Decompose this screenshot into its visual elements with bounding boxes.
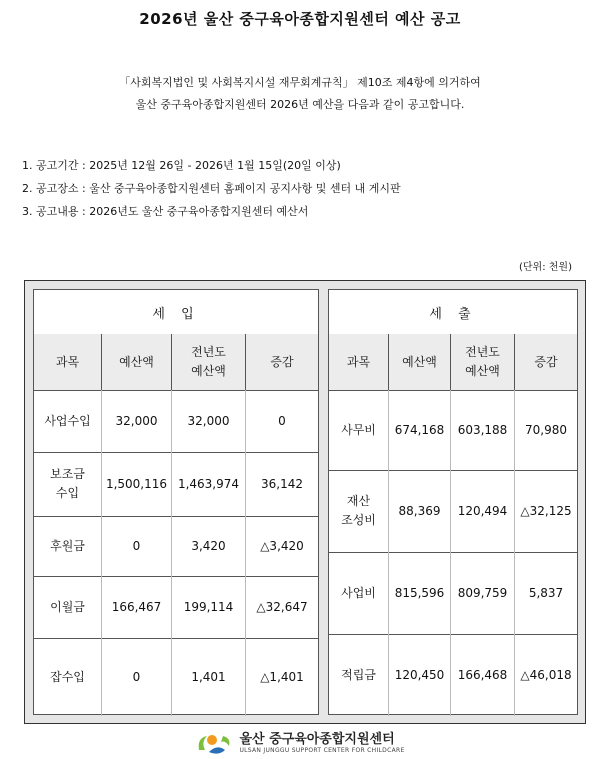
expense-col-header: 전년도 예산액	[451, 334, 515, 390]
income-cell: 32,000	[172, 390, 246, 452]
expense-cell: 5,837	[528, 585, 564, 600]
income-cell: 보조금 수입	[34, 452, 102, 516]
expense-row	[329, 470, 577, 553]
income-cell: 0	[102, 516, 172, 576]
income-cell: 0	[102, 638, 172, 716]
page-title: 2026년 울산 중구육아종합지원센터 예산 공고	[139, 10, 461, 28]
budget-table	[24, 280, 586, 724]
income-cell: 이월금	[34, 576, 102, 638]
income-cell: △3,420	[260, 538, 304, 553]
footer-name-en: ULSAN JUNGGU SUPPORT CENTER FOR CHILDCARE	[239, 747, 405, 754]
expense-cell: △46,018	[520, 667, 572, 682]
notice-items	[22, 154, 401, 223]
expense-cell: 사무비	[329, 390, 389, 470]
income-cell: 1,463,974	[172, 452, 246, 516]
expense-cell: 70,980	[525, 422, 567, 437]
expense-column-headers	[329, 334, 577, 391]
income-column-headers	[34, 334, 318, 391]
expense-cell: 재산 조성비	[329, 470, 389, 552]
expense-cell: 120,494	[451, 470, 515, 552]
expense-cell: 674,168	[389, 390, 451, 470]
expense-cell: 809,759	[451, 552, 515, 634]
income-cell: 잡수입	[34, 638, 102, 716]
expense-cell: 120,450	[389, 634, 451, 716]
income-cell: 0	[278, 413, 286, 428]
expense-col-header: 증감	[534, 354, 558, 369]
income-col-header: 예산액	[102, 334, 172, 390]
income-cell: 36,142	[261, 476, 303, 491]
expense-cell: 166,468	[451, 634, 515, 716]
footer-logo	[0, 728, 600, 758]
income-header: 세 입	[34, 290, 318, 335]
expense-cell: 603,188	[451, 390, 515, 470]
intro-line-1: 「사회복지법인 및 사회복지시설 재무회계규칙」 제10조 제4항에 의거하여	[119, 76, 481, 89]
income-panel	[33, 289, 319, 715]
income-row	[34, 390, 318, 453]
expense-cell: 815,596	[389, 552, 451, 634]
income-cell: △32,647	[256, 599, 308, 614]
expense-col-header: 예산액	[389, 334, 451, 390]
intro-line-2: 울산 중구육아종합지원센터 2026년 예산을 다음과 같이 공고합니다.	[135, 98, 465, 111]
income-cell: 후원금	[34, 516, 102, 576]
income-col-header: 과목	[34, 334, 102, 390]
income-cell: 1,500,116	[102, 452, 172, 516]
income-cell: △1,401	[260, 669, 304, 684]
footer-name-ko: 울산 중구육아종합지원센터	[239, 732, 395, 747]
income-row	[34, 516, 318, 577]
notice-item-content: 3. 공고내용 : 2026년도 울산 중구육아종합지원센터 예산서	[22, 205, 309, 218]
unit-label: (단위: 천원)	[519, 262, 572, 273]
income-row	[34, 576, 318, 639]
expense-cell: △32,125	[520, 503, 572, 518]
income-cell: 32,000	[102, 390, 172, 452]
expense-row	[329, 390, 577, 471]
income-col-header: 전년도 예산액	[172, 334, 246, 390]
expense-cell: 적립금	[329, 634, 389, 716]
income-col-header: 증감	[270, 354, 294, 369]
notice-item-place: 2. 공고장소 : 울산 중구육아종합지원센터 홈페이지 공지사항 및 센터 내 게시판	[22, 182, 401, 195]
center-logo-icon	[195, 730, 233, 756]
income-cell: 166,467	[102, 576, 172, 638]
expense-header: 세 출	[329, 290, 577, 335]
income-cell: 1,401	[172, 638, 246, 716]
income-row	[34, 452, 318, 517]
expense-row	[329, 634, 577, 716]
intro-text	[0, 72, 600, 116]
expense-col-header: 과목	[329, 334, 389, 390]
income-cell: 3,420	[172, 516, 246, 576]
expense-row	[329, 552, 577, 635]
notice-item-period: 1. 공고기간 : 2025년 12월 26일 - 2026년 1월 15일(20일 이상)	[22, 159, 341, 172]
expense-cell: 88,369	[389, 470, 451, 552]
income-row	[34, 638, 318, 716]
expense-panel	[328, 289, 578, 715]
income-cell: 사업수입	[34, 390, 102, 452]
income-cell: 199,114	[172, 576, 246, 638]
expense-cell: 사업비	[329, 552, 389, 634]
